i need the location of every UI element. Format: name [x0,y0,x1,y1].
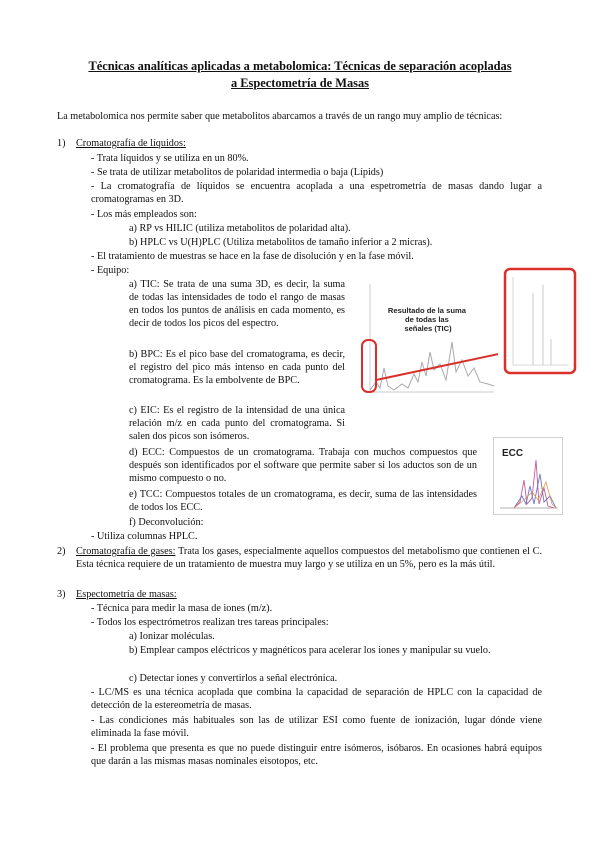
equipo-b-bpc: b) BPC: Es el pico base del cromatograma, es decir, el registro del pico más intenso en cada punto del cromatograma. Es la embolvente de BPC. [129,349,345,386]
section-1-heading: Cromatografía de líquidos: [76,138,186,149]
section-3-heading: Espectometría de masas: [76,589,177,600]
s1-bullet-4: - Los más empleados son: [91,209,197,220]
s1-bullet-1: - Trata líquidos y se utiliza en un 80%. [91,153,249,164]
equipo-c-eic: c) EIC: Es el registro de la intensidad de una única relación m/z en cada punto del cromatograma. Si salen dos picos son isómeros. [129,405,345,442]
equipo-f-deconvolucion: f) Deconvolución: [129,517,204,528]
section-2-number: 2) [57,546,66,557]
equipo-a-tic: a) TIC: Se trata de una suma 3D, es decir, la suma de todas las intensidades de todo el rango de masas en todos los puntos de análisis en cada momento, es decir de todos los picos del espectro. [129,279,345,329]
ecc-trace-magenta [514,460,554,508]
s3-bullet-1: - Técnica para medir la masa de iones (m/z). [91,603,273,614]
s1-bullet-5: - El tratamiento de muestras se hace en la fase de disolución y en la fase móvil. [91,251,414,262]
section-3-number: 3) [57,589,66,600]
s1-bullet-3: - La cromatografía de líquidos se encuentra acoplada a una espetrometría de masas dando lugar a cromatogramas en 3D. [91,181,542,205]
tic-label: Resultado de la suma de todas las señales (TIC) [387,306,466,333]
s1-bullet-7: - Utiliza columnas HPLC. [91,531,198,542]
s3-bullet-2: - Todos los espectrómetros realizan tres tareas principales: [91,617,329,628]
s1-bullet-4a: a) RP vs HILIC (utiliza metabolitos de polaridad alta). [129,223,351,234]
title-line-2: a Espectometría de Masas [231,76,369,90]
title-line-1: Técnicas analíticas aplicadas a metabolomica: Técnicas de separación acopladas [88,59,512,73]
section-1-number: 1) [57,138,66,149]
tic-chromatogram-svg [358,272,498,400]
s1-bullet-2: - Se trata de utilizar metabolitos de polaridad intermedia o baja (Lípids) [91,167,384,178]
ecc-label: ECC [502,448,524,459]
tic-chromatogram-figure [358,272,498,400]
s1-bullet-4b: b) HPLC vs U(H)PLC (Utiliza metabolitos de tamaño inferior a 2 micras). [129,237,433,248]
tic-background [358,272,498,400]
s3-bullet-2a: a) Ionizar moléculas. [129,631,215,642]
s3-bullet-2c: c) Detectar iones y convertirlos a señal electrónica. [129,673,338,684]
ecc-trace-orange [514,482,556,508]
section-2-paragraph [76,545,542,571]
equipo-e-tcc: e) TCC: Compuestos totales de un cromatograma, es decir, suma de las intensidades de todos los ECC. [129,489,477,513]
ecc-figure [493,437,563,515]
tic-zoom-inset [503,267,577,375]
s3-bullet-3: - LC/MS es una técnica acoplada que combina la capacidad de separación de HPLC con la capacidad de detección de la estereometría de masas. [91,687,542,711]
s1-bullet-6: - Equipo: [91,265,130,276]
section-2-text: Trata los gases, especialmente aquellos compuestos del metabolismo que contienen el C. Esta técnica requiere de un tratamiento de muestra muy largo y se utiliza en un 5%, pero es la más útil. [76,546,542,570]
section-2-heading: Cromatografía de gases: [76,546,176,557]
ecc-svg [494,438,562,514]
s3-bullet-5: - El problema que presenta es que no puede distinguir entre isómeros, isóbaros. En ocasiones habrá equipos que darán a las mismas masas nominales eisotopos, etc. [91,743,542,767]
s3-bullet-2b: b) Emplear campos eléctricos y magnéticos para acelerar los iones y manipular su vuelo. [129,645,491,656]
tic-zoom-frame [505,269,575,373]
intro-paragraph: La metabolomica nos permite saber que metabolitos abarcamos a través de un rango muy amplio de técnicas: [57,111,503,122]
equipo-d-ecc: d) ECC: Compuestos de un cromatograma. Trabaja con muchos compuestos que después son identificados por el software que permite saber si los aductos son de un mismo compuesto o no. [129,447,477,484]
s3-bullet-4: - Las condiciones más habituales son las de utilizar ESI como fuente de ionización, lugar dónde viene eliminada la fase móvil. [91,715,542,739]
tic-zoom-svg [503,267,577,375]
